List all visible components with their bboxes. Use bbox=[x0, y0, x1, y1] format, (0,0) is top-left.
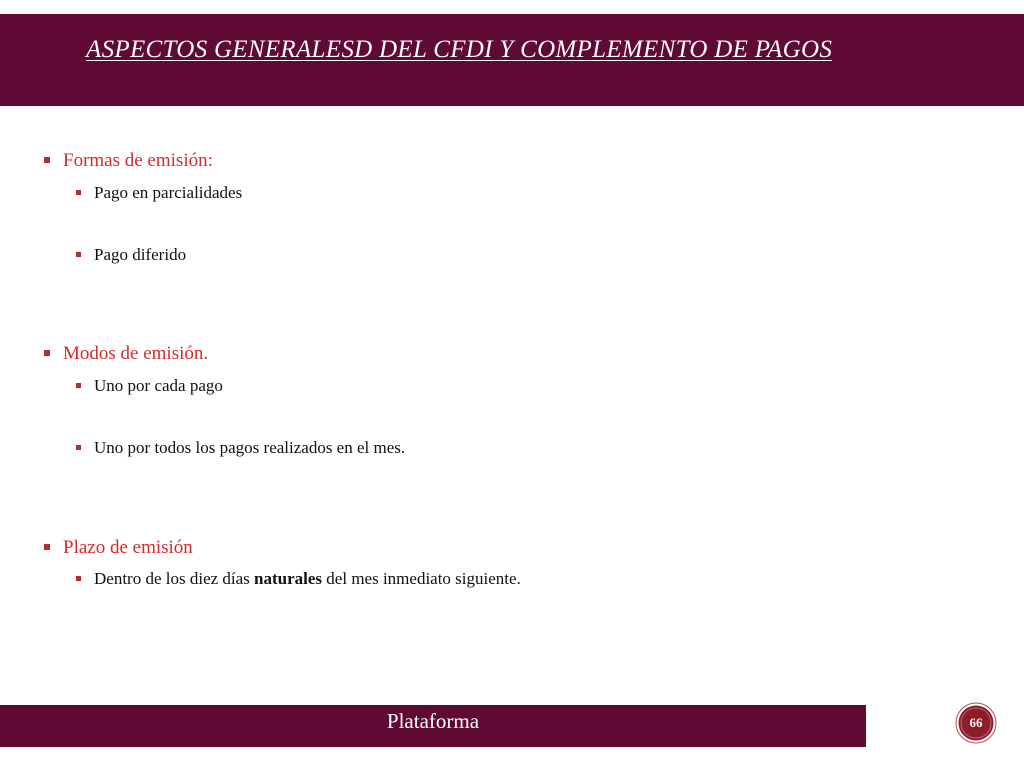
emphasis-text: naturales bbox=[254, 569, 323, 588]
list-item: Pago diferido bbox=[76, 245, 186, 265]
section-heading-formas: Formas de emisión: bbox=[44, 150, 213, 172]
footer-bar bbox=[0, 705, 866, 747]
list-item: Pago en parcialidades bbox=[76, 183, 242, 203]
section-heading-modos: Modos de emisión. bbox=[44, 343, 208, 365]
list-item: Uno por todos los pagos realizados en el mes. bbox=[76, 438, 405, 458]
square-bullet-icon bbox=[76, 576, 81, 581]
page-number: 66 bbox=[969, 715, 983, 730]
list-item: Dentro de los diez días naturales del mes inmediato siguiente. bbox=[76, 569, 521, 589]
list-item: Uno por cada pago bbox=[76, 376, 223, 396]
square-bullet-icon bbox=[76, 190, 81, 195]
page-title: ASPECTOS GENERALESD DEL CFDI Y COMPLEMENTO DE PAGOS bbox=[86, 36, 833, 63]
square-bullet-icon bbox=[76, 252, 81, 257]
square-bullet-icon bbox=[44, 350, 50, 356]
square-bullet-icon bbox=[44, 157, 50, 163]
square-bullet-icon bbox=[76, 445, 81, 450]
page-number-badge bbox=[955, 702, 997, 744]
footer-label: Plataforma bbox=[386, 709, 480, 733]
square-bullet-icon bbox=[44, 544, 50, 550]
square-bullet-icon bbox=[76, 383, 81, 388]
section-heading-plazo: Plazo de emisión bbox=[44, 537, 193, 559]
